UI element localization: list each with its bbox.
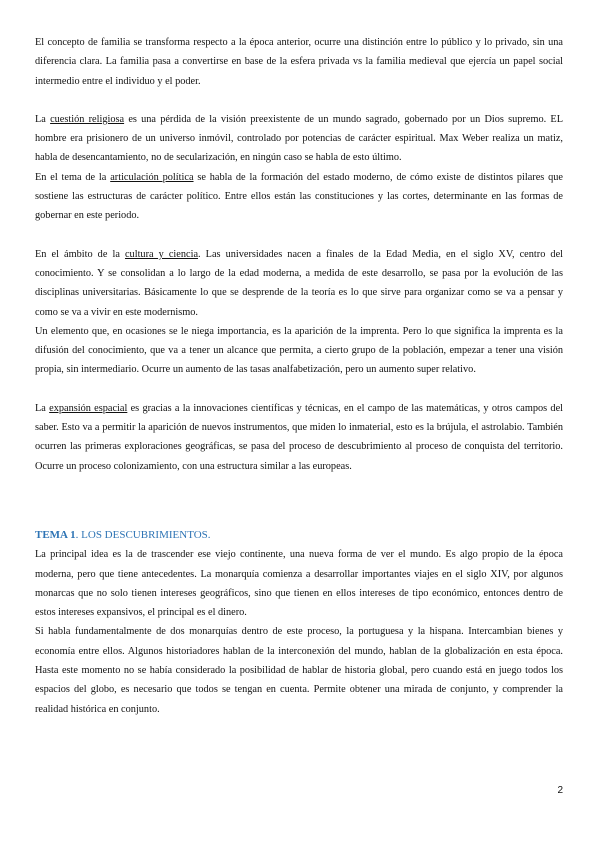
heading-number: TEMA 1 <box>35 528 76 541</box>
page-number: 2 <box>557 785 563 796</box>
paragraph-articulacion-politica <box>35 168 563 226</box>
text-run: . Las universidades nacen a finales de la Edad Media, en el siglo XV, centro del conocimiento. Y se consolidan a lo largo de la edad moderna, a medida de este desarrollo, se pasa por la evolución de las disciplinas universitarias. Básicamente lo que se desprende de la teoría es lo que sirve para organizar como se va a pensar y como se va a vivir en este modernismo. <box>35 248 563 318</box>
paragraph-cultura-ciencia <box>35 245 563 322</box>
underlined-term: expansión espacial <box>49 402 128 414</box>
text-run: se habla de la formación del estado moderno, de cómo existe de distintos pilares que sostiene las estructuras de carácter político. Entre ellos están las constituciones y las cortes, determinante en las formas de gobernar en este periodo. <box>35 171 563 222</box>
text-run: La <box>35 113 51 125</box>
underlined-term: cultura y ciencia <box>124 248 199 260</box>
text-run: En el tema de la <box>35 171 111 183</box>
text-run: La <box>35 402 50 414</box>
paragraph-familia: El concepto de familia se transforma respecto a la época anterior, ocurre una distinción entre lo público y lo privado, sin una diferencia clara. La familia pasa a convertirse en base de la esfera privada vs la familia medieval que ejercía un papel social intermedio entre el individuo y el poder. <box>35 37 563 87</box>
heading-title: . LOS DESCUBRIMIENTOS. <box>75 528 211 541</box>
paragraph-monarquias: Si habla fundamentalmente de dos monarquías dentro de este proceso, la portuguesa y la hispana. Intercambian bienes y economía entre ellos. Algunos historiadores hablan de la interconexión del mundo, hablan de la globalización en esta época. Hasta este momento no se había considerado la posibilidad de hablar de historia global, pero cuando está en juego todos los espacios del globo, es necesario que todos se tengan en cuenta. Permite obtener una mirada de conjunto, y comprender la realidad histórica en conjunto. <box>35 626 563 715</box>
underlined-term: articulación política <box>110 171 194 183</box>
text-run: es gracias a la innovaciones científicas y técnicas, en el campo de las matemáticas, y otros campos del saber. Esto va a permitir la aparición de nuevos instrumentos, que miden lo inmaterial, esto es la brújula, el astrolabio. También ocurren las primeras exploraciones geográficas, se pasa del proceso de descubrimiento al proceso de conquista del territorio. Ocurre un proceso colonizamiento, con una estructura similar a las europeas. <box>35 402 564 472</box>
document-body <box>35 33 563 719</box>
paragraph-expansion-espacial <box>35 399 563 476</box>
paragraph-idea-principal: La principal idea es la de trascender ese viejo continente, una nueva forma de ver el mundo. Es algo propio de la época moderna, pero que tiene antecedentes. La monarquía comienza a desarrollar importantes viajes en el siglo XIV, por algunos monarcas que no solo tienen intereses geográficos, sino que tienen en ellos intereses de tipo económico, entonces dentro de estos intereses expansivos, el principal es el dinero. <box>35 549 563 619</box>
underlined-term: cuestión religiosa <box>50 113 125 125</box>
paragraph-cuestion-religiosa <box>35 110 563 168</box>
section-heading <box>35 526 563 545</box>
text-run: En el ámbito de la <box>35 248 125 260</box>
text-run: es una pérdida de la visión preexistente de un mundo sagrado, gobernado por un Dios supremo. EL hombre era prisionero de un universo inmóvil, controlado por potencias de carácter espiritual. Max Weber realiza un matiz, habla de desencantamiento, no de secularización, en ningún caso se habla de esto último. <box>35 113 563 164</box>
paragraph-imprenta: Un elemento que, en ocasiones se le niega importancia, es la aparición de la imprenta. Pero lo que significa la imprenta es la difusión del conocimiento, que va a tener un alcance que permita, a cierto grupo de la población, empezar a tener una visión propia, sin intermediario. Ocurre un aumento de las tasas analfabetización, pero un aumento super relativo. <box>35 325 563 376</box>
